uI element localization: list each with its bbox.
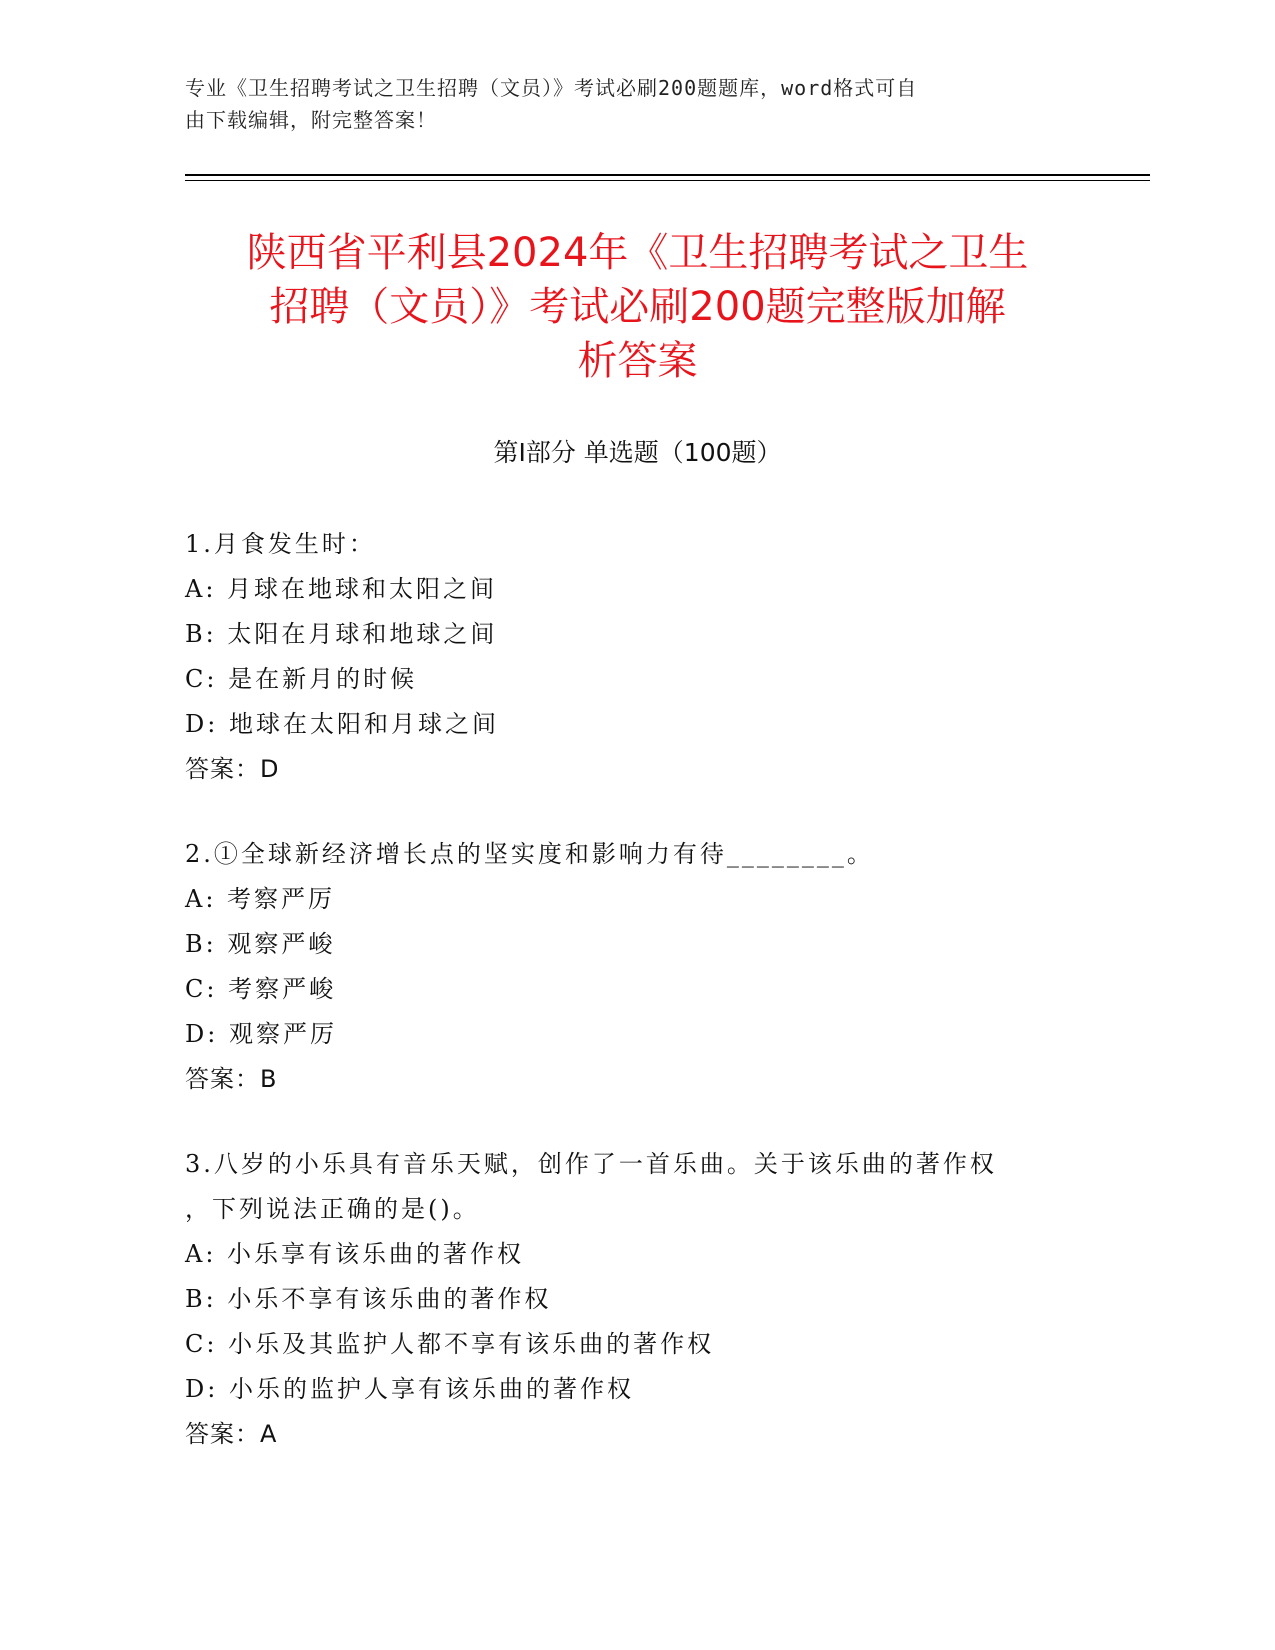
document-title (185, 226, 1090, 388)
document-title-line-2: 招聘（文员）》考试必刷200题完整版加解 (269, 284, 1006, 330)
question-stem: 2.①全球新经济增长点的坚实度和影响力有待________。 (185, 840, 874, 868)
option-d: D: 地球在太阳和月球之间 (185, 710, 499, 738)
question-3 (185, 1142, 1085, 1457)
header-note-line-1: 专业《卫生招聘考试之卫生招聘（文员）》考试必刷200题题库，word格式可自 (185, 76, 918, 100)
question-2 (185, 832, 1085, 1102)
option-c: C: 考察严峻 (185, 975, 337, 1003)
option-a: A: 考察严厉 (185, 885, 336, 913)
option-b: B: 太阳在月球和地球之间 (185, 620, 498, 648)
option-a: A: 月球在地球和太阳之间 (185, 575, 498, 603)
answer-line: 答案：D (185, 755, 280, 783)
section-title: 第Ⅰ部分 单选题（100题） (493, 438, 782, 467)
question-stem-line-1: 3.八岁的小乐具有音乐天赋，创作了一首乐曲。关于该乐曲的著作权 (185, 1150, 997, 1178)
answer-line: 答案：B (185, 1065, 278, 1093)
header-divider-thick (185, 174, 1150, 176)
option-b: B: 小乐不享有该乐曲的著作权 (185, 1285, 552, 1313)
option-c: C: 是在新月的时候 (185, 665, 418, 693)
question-list (185, 522, 1085, 1497)
question-stem-line-2: ，下列说法正确的是()。 (185, 1195, 480, 1223)
document-title-line-3: 析答案 (577, 338, 698, 384)
option-c: C: 小乐及其监护人都不享有该乐曲的著作权 (185, 1330, 715, 1358)
option-d: D: 观察严厉 (185, 1020, 337, 1048)
header-divider-thin (185, 180, 1150, 181)
answer-line: 答案：A (185, 1420, 278, 1448)
header-note-line-2: 由下载编辑，附完整答案！ (185, 108, 437, 132)
option-d: D: 小乐的监护人享有该乐曲的著作权 (185, 1375, 634, 1403)
option-b: B: 观察严峻 (185, 930, 336, 958)
option-a: A: 小乐享有该乐曲的著作权 (185, 1240, 525, 1268)
question-stem: 1.月食发生时： (185, 530, 376, 558)
header-note (185, 72, 1065, 136)
document-title-line-1: 陕西省平利县2024年《卫生招聘考试之卫生 (246, 230, 1029, 276)
question-1 (185, 522, 1085, 792)
